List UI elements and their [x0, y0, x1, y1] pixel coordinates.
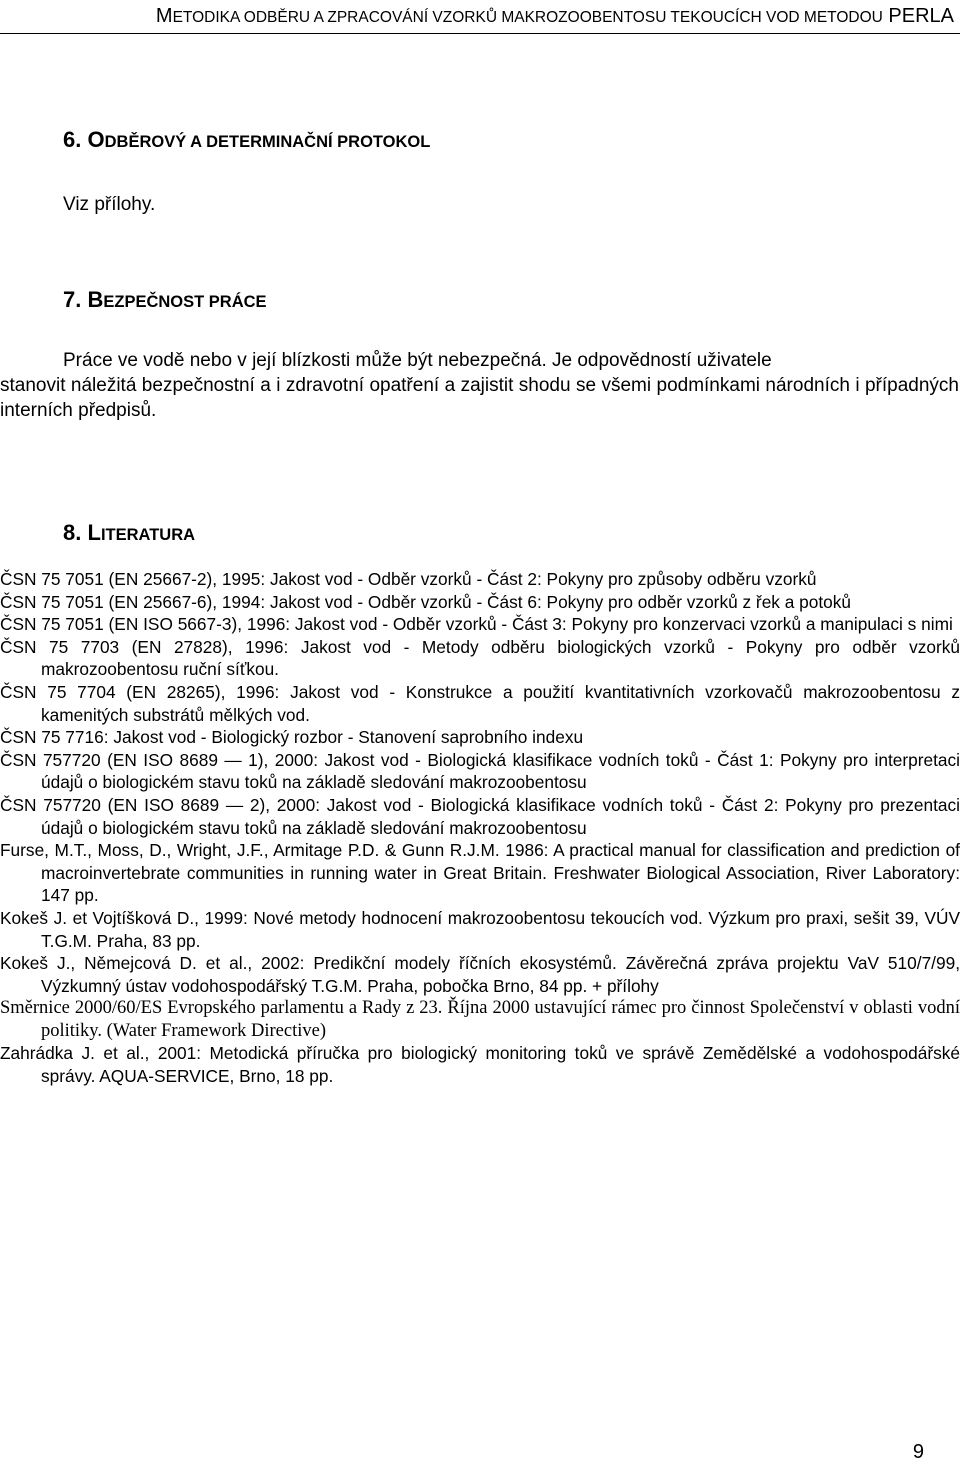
reference-item: ČSN 75 7051 (EN 25667-2), 1995: Jakost vod - Odběr vzorků - Část 2: Pokyny pro způsoby odběru vzorků: [0, 569, 817, 589]
reference-item: Zahrádka J. et al., 2001: Metodická příručka pro biologický monitoring toků ve správě Zemědělské a vodohospodářské správy. AQUA-SERVICE, Brno, 18 pp.: [0, 1043, 960, 1087]
reference-item: ČSN 75 7703 (EN 27828), 1996: Jakost vod - Metody odběru biologických vzorků - Pokyny pro odběr vzorků makrozoobentosu ruční síťkou.: [0, 636, 960, 680]
section-7-body-first-line: Práce ve vodě nebo v její blízkosti může být nebezpečná. Je odpovědností uživatele: [63, 350, 772, 371]
section-initial: L: [87, 520, 101, 545]
reference-item: ČSN 75 7051 (EN 25667-6), 1994: Jakost vod - Odběr vzorků - Část 6: Pokyny pro odběr vzorků z řek a potoků: [0, 591, 852, 612]
section-title: DBĚROVÝ A DETERMINAČNÍ PROTOKOL: [104, 133, 431, 151]
reference-item: Kokeš J., Němejcová D. et al., 2002: Predikční modely říčních ekosystémů. Závěrečná zpráva projektu VaV 510/7/99, Výzkumný ústav vodohospodářský T.G.M. Praha, pobočka Brno, 84 pp. + přílohy: [0, 953, 960, 996]
reference-item: Směrnice 2000/60/ES Evropského parlamentu a Rady z 23. Října 2000 ustavující rámec pro činnost Společenství v oblasti vodní politiky. (Water Framework Directive): [0, 998, 960, 1041]
reference-item: ČSN 75 7704 (EN 28265), 1996: Jakost vod - Konstrukce a použití kvantitativních vzorkovačů makrozoobentosu z kamenitých substrátů mělkých vod.: [0, 681, 960, 725]
reference-item: ČSN 75 7051 (EN ISO 5667-3), 1996: Jakost vod - Odběr vzorků - Část 3: Pokyny pro konzervaci vzorků a manipulaci s nimi: [0, 614, 953, 635]
running-header: [124, 3, 954, 31]
reference-list: [0, 568, 960, 1088]
reference-item: ČSN 757720 (EN ISO 8689 — 1), 2000: Jakost vod - Biologická klasifikace vodních toků - Část 1: Pokyny pro interpretaci údajů o biologickém stavu toků na základě sledování makrozoobentosu: [0, 749, 960, 793]
section-initial: O: [87, 127, 105, 152]
reference-item: ČSN 75 7716: Jakost vod - Biologický rozbor - Stanovení saprobního indexu: [0, 727, 584, 748]
section-number: 6.: [63, 127, 82, 152]
header-initial: M: [155, 5, 173, 27]
section-6-body: Viz přílohy.: [63, 194, 156, 215]
section-7-body: stanovit náležitá bezpečnostní a i zdravotní opatření a zajistit shodu se všemi podmínkami národních i případných interních předpisů.: [0, 375, 959, 421]
section-8-heading: [63, 519, 195, 549]
section-number: 8.: [63, 520, 82, 545]
reference-item: Kokeš J. et Vojtíšková D., 1999: Nové metody hodnocení makrozoobentosu tekoucích vod. Výzkum pro praxi, sešit 39, VÚV T.G.M. Praha, 83 pp.: [0, 907, 960, 951]
reference-item: ČSN 757720 (EN ISO 8689 — 2), 2000: Jakost vod - Biologická klasifikace vodních toků - Část 2: Pokyny pro prezentaci údajů o biologickém stavu toků na základě sledování makrozoobentosu: [0, 794, 960, 838]
header-acronym: PERLA: [888, 5, 954, 27]
section-title: EZPEČNOST PRÁCE: [103, 293, 267, 311]
reference-item: Furse, M.T., Moss, D., Wright, J.F., Armitage P.D. & Gunn R.J.M. 1986: A practical manual for classification and prediction of macroinvertebrate communities in running water in Great Britain. Freshwater Biological Association, River Laboratory: 147 pp.: [0, 840, 960, 906]
section-6-heading: [63, 126, 430, 156]
section-7-heading: [63, 286, 267, 316]
page-number: 9: [912, 1441, 924, 1463]
header-title: ETODIKA ODBĚRU A ZPRACOVÁNÍ VZORKŮ MAKROZOOBENTOSU TEKOUCÍCH VOD METODOU: [172, 9, 883, 26]
section-title: ITERATURA: [100, 526, 196, 544]
header-rule: [0, 33, 960, 34]
section-number: 7.: [63, 287, 82, 312]
section-initial: B: [87, 287, 104, 312]
